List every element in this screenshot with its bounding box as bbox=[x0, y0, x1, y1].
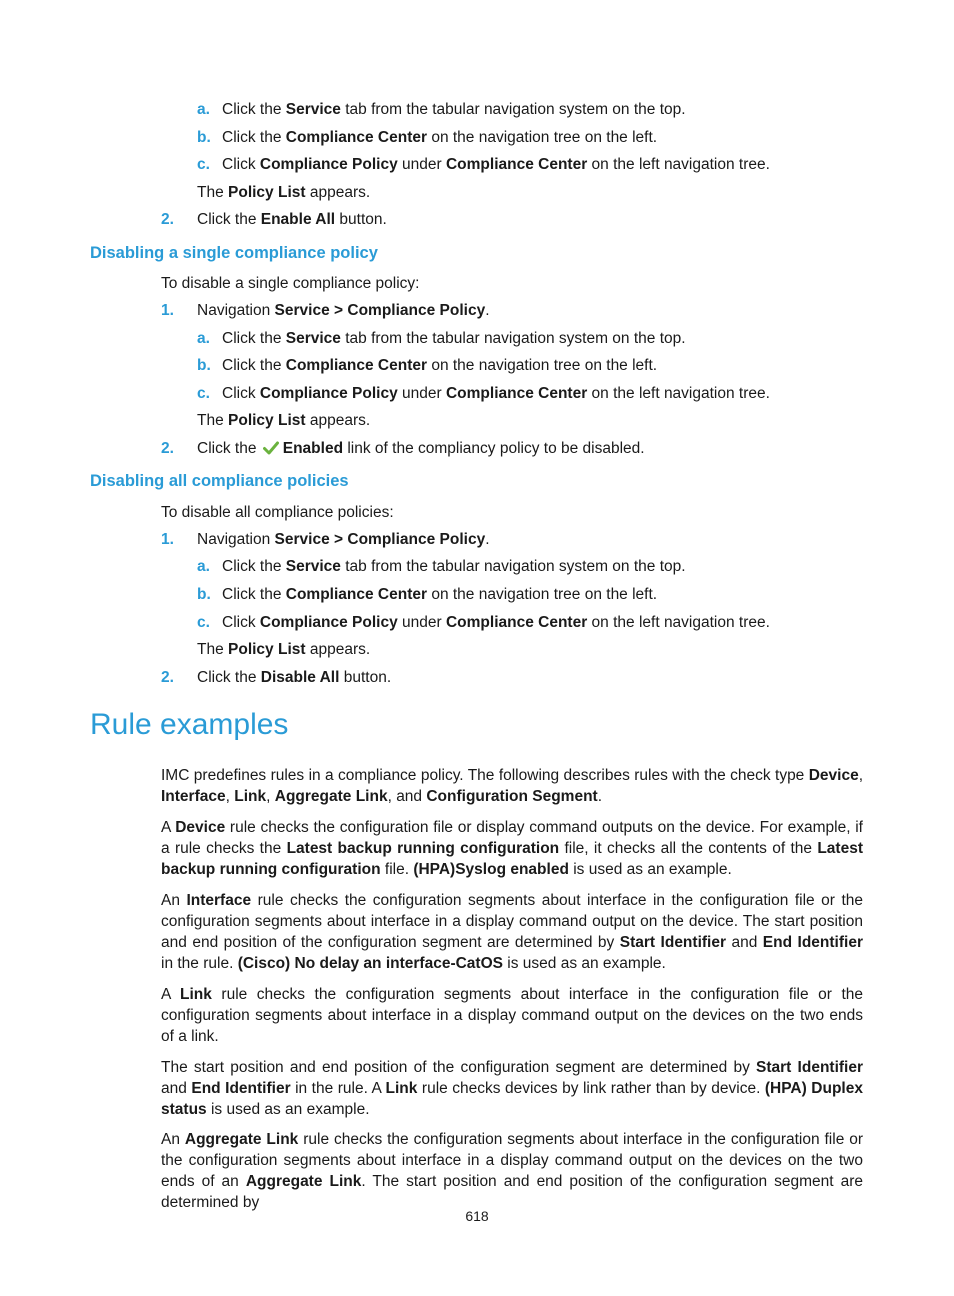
section-intro: To disable a single compliance policy: bbox=[161, 275, 420, 292]
policy-list-appears: The Policy List appears. bbox=[197, 641, 371, 658]
paragraph: An Interface rule checks the configuration segments about interface in the configuration file or the configuration segments about interface in a display command output on the device. The start position and end position of the configuration segment are determined by Start Identifier and End Identifier in the rule. (Cisco) No delay an interface-CatOS is used as an example. bbox=[161, 892, 863, 972]
step-2: 2. Click the Disable All button. bbox=[161, 669, 392, 686]
step-b: b. Click the Compliance Center on the navigation tree on the left. bbox=[197, 129, 658, 146]
step-a: a. Click the Service tab from the tabular navigation system on the top. bbox=[197, 330, 686, 347]
section-heading: Disabling a single compliance policy bbox=[90, 244, 378, 262]
paragraph: An Aggregate Link rule checks the configuration segments about interface in the configuration file or the configuration segments about interface in a display command output on the devices on the two ends of an Aggregate Link. The start position and end position of the configuration segment are determined by bbox=[161, 1131, 864, 1211]
step-a: a. Click the Service tab from the tabular navigation system on the top. bbox=[197, 101, 686, 118]
chapter-heading: Rule examples bbox=[90, 708, 289, 741]
step-1: 1. Navigation Service > Compliance Policy. bbox=[161, 531, 490, 548]
step-b: b. Click the Compliance Center on the navigation tree on the left. bbox=[197, 586, 658, 603]
section-heading: Disabling all compliance policies bbox=[90, 472, 349, 490]
paragraph: A Link rule checks the configuration segments about interface in the configuration file or the configuration segments about interface in a display command output on the devices on the two ends of a link. bbox=[161, 986, 863, 1045]
paragraph: A Device rule checks the configuration file or display command outputs on the device. For example, if a rule checks the Latest backup running configuration file, it checks all the contents of the Latest backup running configuration file. (HPA)Syslog enabled is used as an example. bbox=[161, 819, 863, 878]
enabled-link: Enabled bbox=[282, 440, 344, 457]
section-intro: To disable all compliance policies: bbox=[161, 504, 394, 521]
step-a: a. Click the Service tab from the tabular navigation system on the top. bbox=[197, 558, 686, 575]
step-c: c. Click Compliance Policy under Compliance Center on the left navigation tree. bbox=[197, 385, 770, 402]
step-2: 2. Click the Enabled link of the compliancy policy to be disabled. bbox=[161, 440, 645, 457]
policy-list-appears: The Policy List appears. bbox=[197, 412, 371, 429]
step-c: c. Click Compliance Policy under Compliance Center on the left navigation tree. bbox=[197, 614, 770, 631]
checkmark-icon bbox=[263, 441, 279, 455]
step-1: 1. Navigation Service > Compliance Policy. bbox=[161, 302, 490, 319]
policy-list-appears: The Policy List appears. bbox=[197, 184, 371, 201]
paragraph: IMC predefines rules in a compliance policy. The following describes rules with the check type Device, Interface, Link, Aggregate Link, and Configuration Segment. bbox=[161, 767, 863, 805]
step-b: b. Click the Compliance Center on the navigation tree on the left. bbox=[197, 357, 658, 374]
paragraph: The start position and end position of the configuration segment are determined by Start Identifier and End Identifier in the rule. A Link rule checks devices by link rather than by device. (HPA) Duplex status is used as an example. bbox=[161, 1059, 863, 1118]
step-c: c. Click Compliance Policy under Compliance Center on the left navigation tree. bbox=[197, 156, 770, 173]
step-2: 2. Click the Enable All button. bbox=[161, 211, 387, 228]
page-number: 618 bbox=[465, 1208, 489, 1224]
